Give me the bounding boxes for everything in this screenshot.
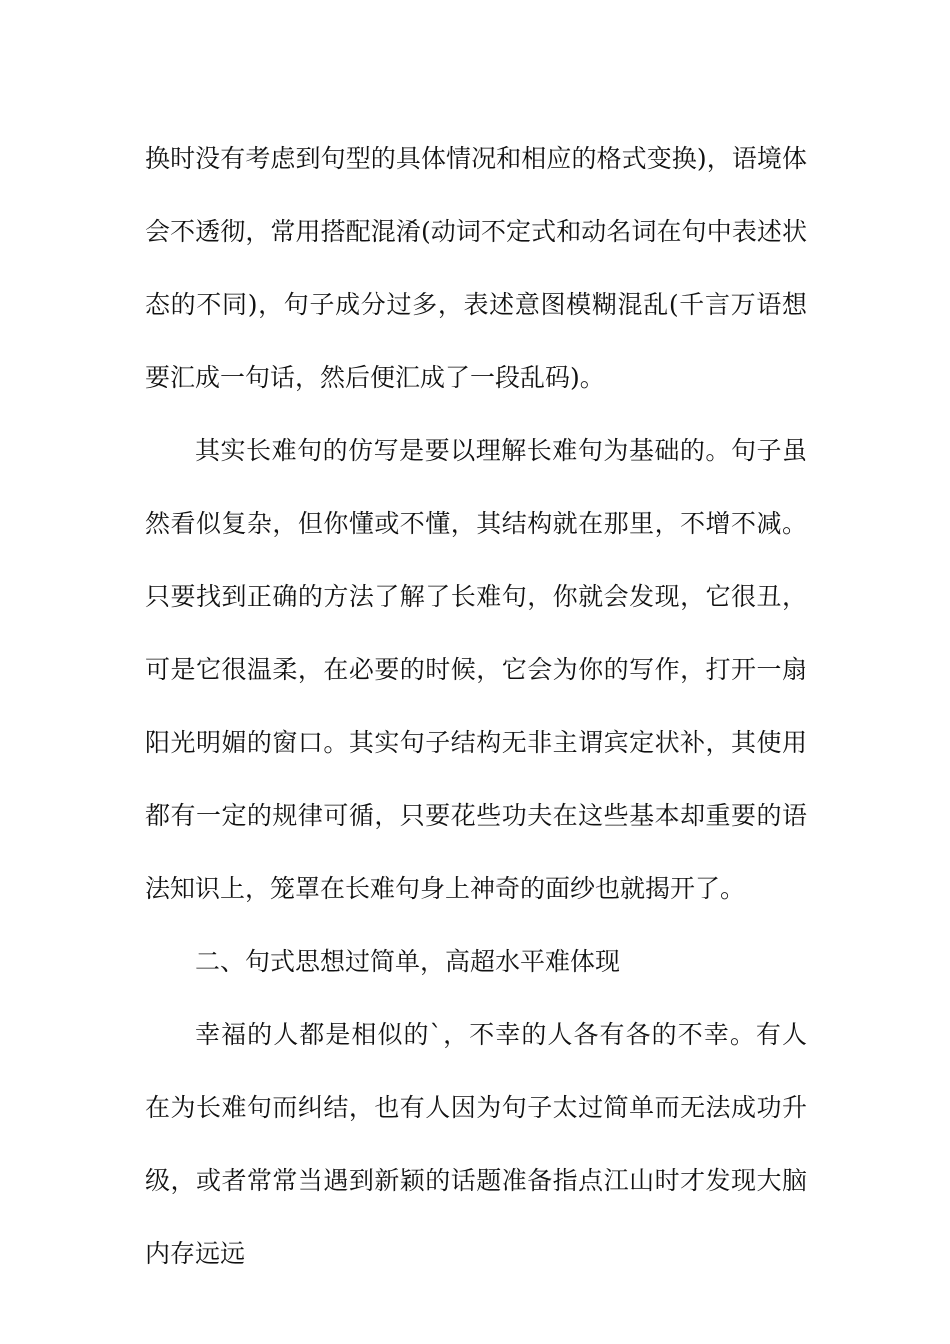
document-body <box>145 122 807 1290</box>
section-heading: 二、句式思想过简单，高超水平难体现 <box>195 947 621 976</box>
paragraph-continued: 换时没有考虑到句型的具体情况和相应的格式变换)，语境体会不透彻，常用搭配混淆(动词不定式和动名词在句中表述状态的不同)，句子成分过多，表述意图模糊混乱(千言万语想要汇成一句话，然后便汇成了一段乱码)。 <box>145 144 807 392</box>
paragraph-long-sentence-imitation: 其实长难句的仿写是要以理解长难句为基础的。句子虽然看似复杂，但你懂或不懂，其结构就在那里，不增不减。只要找到正确的方法了解了长难句，你就会发现，它很丑，可是它很温柔，在必要的时候，它会为你的写作，打开一扇阳光明媚的窗口。其实句子结构无非主谓宾定状补，其使用都有一定的规律可循，只要花些功夫在这些基本却重要的语法知识上，笼罩在长难句身上神奇的面纱也就揭开了。 <box>145 436 807 903</box>
paragraph-simple-sentences: 幸福的人都是相似的`，不幸的人各有各的不幸。有人在为长难句而纠结，也有人因为句子太过简单而无法成功升级，或者常常当遇到新颖的话题准备指点江山时才发现大脑内存远远 <box>145 1020 807 1268</box>
